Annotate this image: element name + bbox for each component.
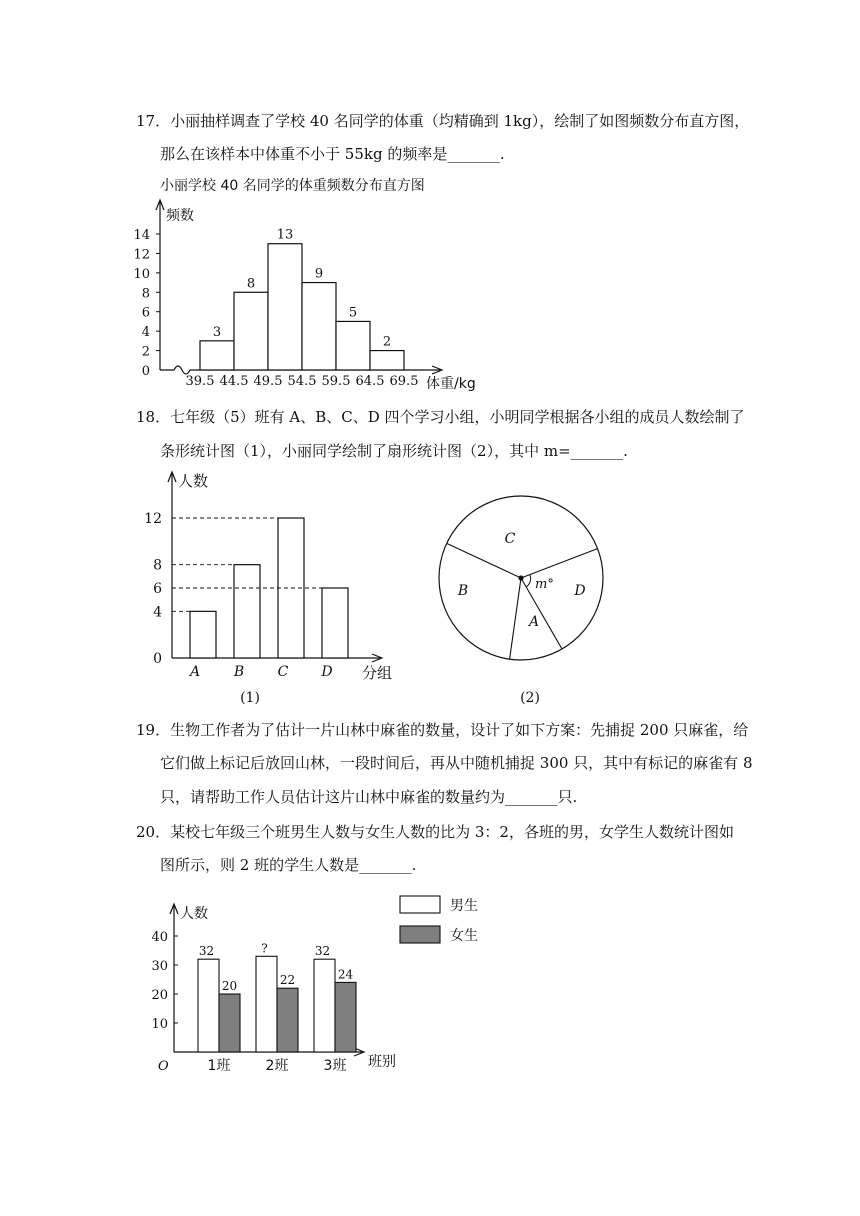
y-tick-label: 6 — [153, 581, 162, 597]
question-18-line-1: 18．七年级（5）班有 A、B、C、D 四个学习小组，小明同学根据各小组的成员人数绘制了 — [136, 408, 745, 426]
histogram-bar — [302, 283, 336, 370]
boys-value-label: 32 — [198, 944, 215, 959]
y-axis-label: 频数 — [166, 208, 194, 224]
y-tick-label: 4 — [141, 325, 150, 341]
x-tick-label: 44.5 — [219, 374, 249, 389]
pie-slice-label-a: A — [528, 614, 540, 630]
group-bar-chart — [140, 466, 410, 714]
girls-value-label: 24 — [337, 967, 354, 982]
y-tick-label: 12 — [144, 511, 162, 527]
boys-bar — [314, 959, 335, 1052]
y-axis-label: 人数 — [180, 906, 208, 922]
histogram-bar — [336, 321, 370, 370]
y-tick-label: 14 — [133, 228, 150, 243]
group-pie-chart — [430, 490, 630, 714]
legend-boys-swatch — [400, 896, 440, 913]
y-tick-label: 2 — [141, 344, 150, 360]
figure-caption-2: (2) — [520, 690, 540, 706]
boys-bar — [198, 959, 219, 1052]
x-tick-label: A — [189, 664, 201, 680]
pie-slice-label-b: B — [457, 583, 469, 599]
x-axis-label: 班别 — [368, 1054, 396, 1070]
bar-d — [322, 588, 348, 658]
y-tick-label: 12 — [133, 247, 150, 263]
bar-value-label: 5 — [348, 305, 358, 321]
y-tick-label: 0 — [153, 651, 162, 667]
x-tick-label: 3班 — [323, 1058, 347, 1074]
x-tick-label: 39.5 — [185, 374, 215, 389]
histogram-bar — [200, 341, 234, 370]
x-tick-label: 59.5 — [321, 374, 351, 389]
histogram-title: 小丽学校 40 名同学的体重频数分布直方图 — [160, 178, 425, 194]
y-tick-label: 10 — [133, 266, 150, 282]
histogram-bar — [234, 292, 268, 370]
question-18-line-2: 条形统计图（1），小丽同学绘制了扇形统计图（2），其中 m=_______. — [160, 442, 628, 460]
figure-caption-1: (1) — [240, 690, 260, 706]
x-tick-label: B — [233, 664, 245, 680]
boys-value-label: ? — [261, 941, 268, 956]
bar-a — [190, 611, 216, 658]
x-axis-label: 分组 — [362, 664, 393, 682]
class-gender-bar-chart — [140, 888, 500, 1084]
legend-girls-swatch — [400, 926, 440, 943]
x-tick-label: 1班 — [207, 1058, 231, 1074]
x-tick-label: C — [277, 664, 289, 680]
question-20-line-1: 20．某校七年级三个班男生人数与女生人数的比为 3：2，各班的男，女学生人数统计图如 — [136, 823, 734, 841]
y-tick-label: 10 — [151, 1017, 168, 1032]
pie-slice-label-c: C — [504, 531, 516, 547]
legend-girls-label: 女生 — [450, 928, 478, 944]
bar-value-label: 2 — [382, 334, 392, 350]
bar-value-label: 3 — [212, 324, 222, 340]
histogram-bar — [268, 244, 302, 370]
girls-value-label: 22 — [279, 973, 296, 988]
x-tick-label: 69.5 — [389, 374, 419, 389]
y-tick-label: 0 — [141, 364, 150, 379]
weight-histogram — [133, 172, 510, 394]
pie-slice-label-d: D — [574, 583, 586, 599]
question-17-line-2: 那么在该样本中体重不小于 55kg 的频率是_______. — [160, 145, 505, 163]
angle-label: m° — [535, 577, 554, 592]
question-19-line-3: 只，请帮助工作人员估计这片山林中麻雀的数量约为_______只. — [160, 788, 578, 806]
bar-value-label: 8 — [246, 276, 256, 292]
question-19-line-1: 19．生物工作者为了估计一片山林中麻雀的数量，设计了如下方案：先捕捉 200 只麻雀，给 — [136, 721, 749, 739]
y-tick-label: 40 — [151, 930, 168, 945]
bar-value-label: 13 — [276, 227, 294, 243]
bar-value-label: 9 — [314, 266, 324, 282]
x-tick-label: 2班 — [265, 1058, 289, 1074]
x-axis-label: 体重/kg — [426, 376, 476, 392]
histogram-bar — [370, 351, 404, 370]
y-axis-label: 人数 — [178, 472, 209, 490]
girls-bar — [277, 988, 298, 1052]
boys-bar — [256, 956, 277, 1052]
x-tick-label: D — [321, 664, 333, 680]
y-tick-label: 4 — [153, 604, 162, 621]
y-tick-label: 6 — [141, 305, 150, 321]
origin-label: O — [158, 1059, 169, 1074]
question-20-line-2: 图所示，则 2 班的学生人数是_______. — [160, 856, 417, 874]
bar-b — [234, 565, 260, 658]
question-17-line-1: 17．小丽抽样调查了学校 40 名同学的体重（均精确到 1kg），绘制了如图频数分布直方图， — [136, 112, 750, 130]
girls-bar — [335, 982, 356, 1052]
pie-center — [518, 575, 523, 580]
y-tick-label: 20 — [151, 988, 168, 1003]
question-19-line-2: 它们做上标记后放回山林，一段时间后，再从中随机捕捉 300 只，其中有标记的麻雀有 8 — [160, 754, 753, 772]
girls-bar — [219, 994, 240, 1052]
boys-value-label: 32 — [314, 944, 331, 959]
x-tick-label: 54.5 — [287, 374, 317, 389]
y-tick-label: 8 — [153, 557, 162, 574]
y-tick-label: 30 — [151, 959, 168, 974]
y-tick-label: 8 — [141, 286, 150, 302]
x-tick-label: 64.5 — [355, 374, 385, 389]
x-tick-label: 49.5 — [253, 374, 283, 389]
legend-boys-label: 男生 — [450, 898, 478, 914]
girls-value-label: 20 — [221, 979, 238, 993]
